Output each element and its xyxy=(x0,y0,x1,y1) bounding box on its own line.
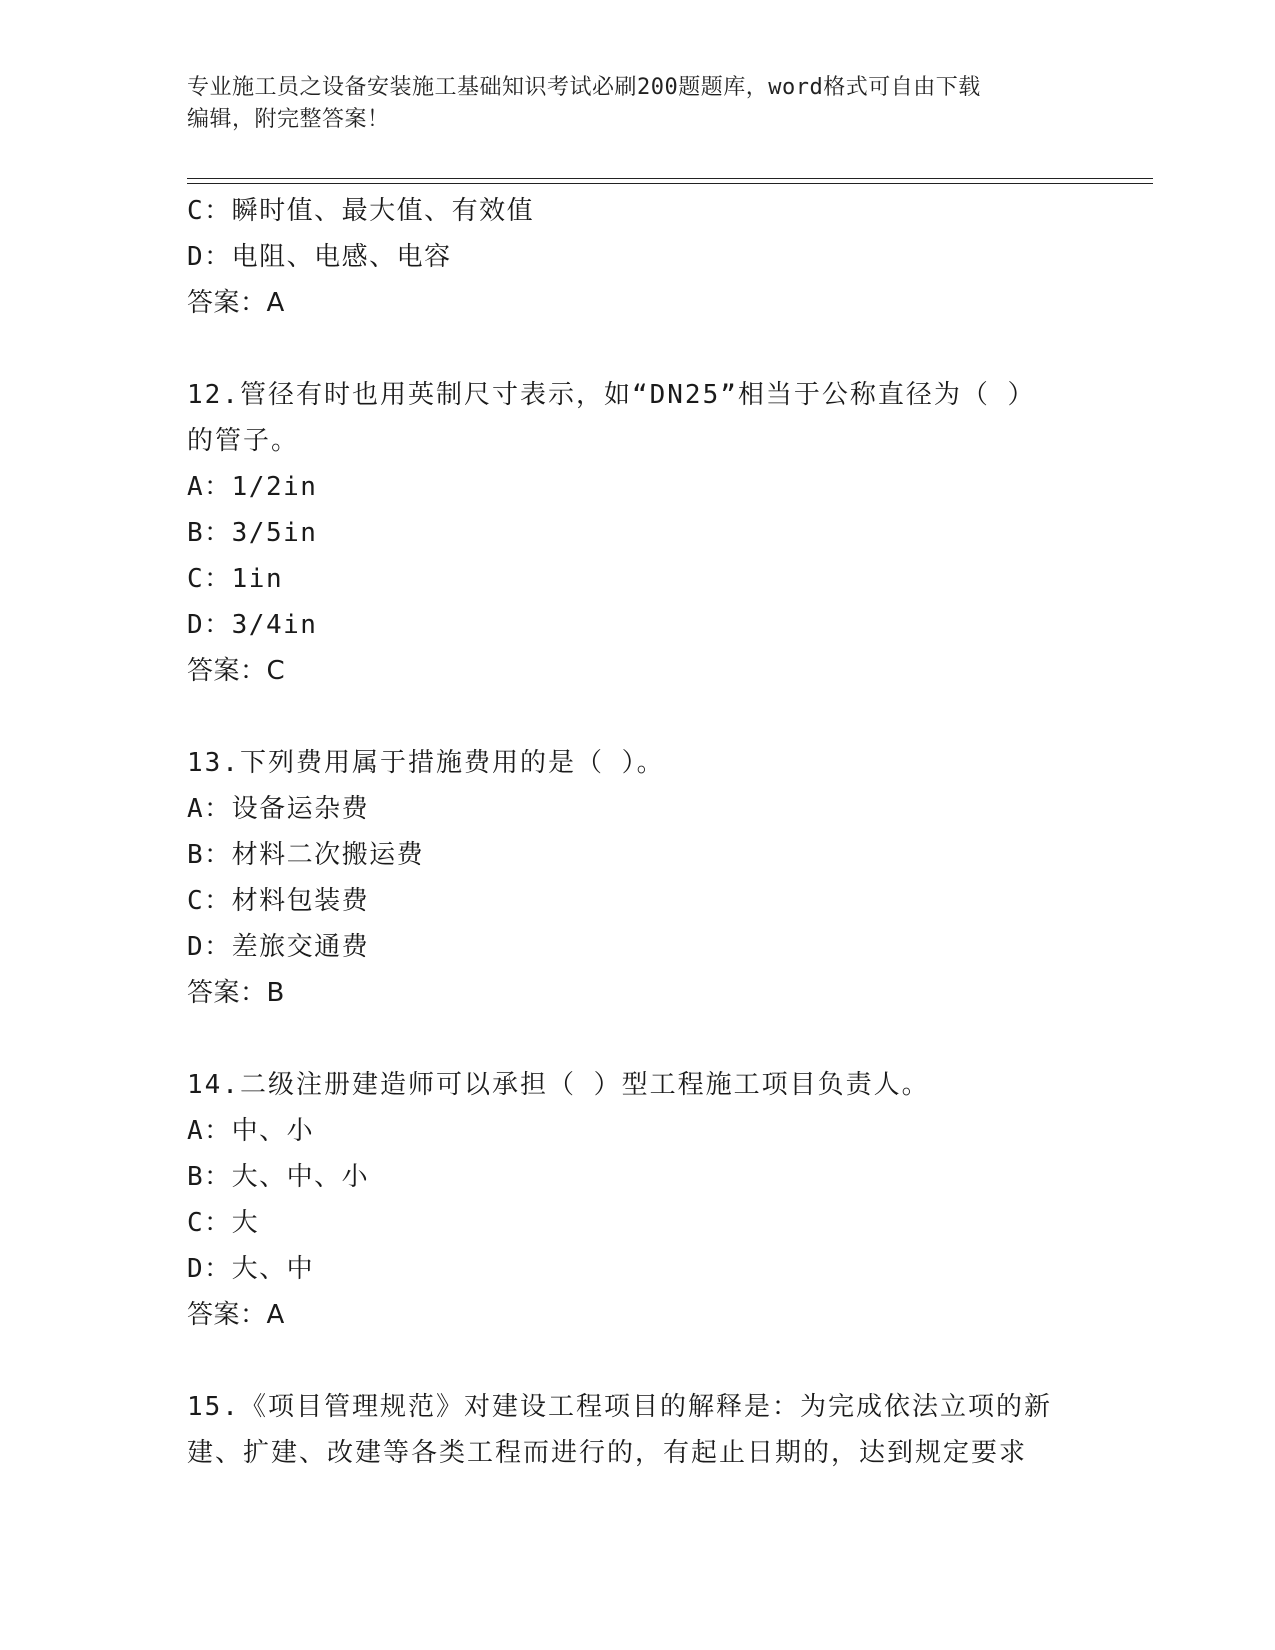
option-d: D：差旅交通费 xyxy=(187,932,370,962)
option-d: D：大、中 xyxy=(187,1254,315,1284)
spacer xyxy=(187,1338,1087,1384)
option-d: D：电阻、电感、电容 xyxy=(187,242,452,272)
question-13 xyxy=(187,740,1087,1016)
document-header xyxy=(187,72,1087,136)
spacer xyxy=(187,326,1087,372)
option-a: A：中、小 xyxy=(187,1116,315,1146)
header-divider-top xyxy=(187,178,1153,179)
header-title-line-1: 专业施工员之设备安装施工基础知识考试必刷200题题库，word格式可自由下载 xyxy=(187,75,981,100)
answer: 答案：A xyxy=(187,1300,285,1330)
option-c: C：大 xyxy=(187,1208,260,1238)
question-stem: 12.管径有时也用英制尺寸表示，如“DN25”相当于公称直径为（ ） xyxy=(187,380,1036,410)
header-title-line-2: 编辑，附完整答案！ xyxy=(187,107,390,132)
question-stem: 14.二级注册建造师可以承担（ ）型工程施工项目负责人。 xyxy=(187,1070,930,1100)
option-b: B：3/5in xyxy=(187,518,318,548)
answer: 答案：B xyxy=(187,978,285,1008)
question-14 xyxy=(187,1062,1087,1338)
question-stem-continued: 的管子。 xyxy=(187,426,300,456)
option-c: C：1in xyxy=(187,564,284,594)
option-b: B：材料二次搬运费 xyxy=(187,840,425,870)
option-d: D：3/4in xyxy=(187,610,318,640)
question-15 xyxy=(187,1384,1087,1476)
question-stem: 13.下列费用属于措施费用的是（ ）。 xyxy=(187,748,665,778)
question-list xyxy=(187,188,1087,1476)
option-c: C：材料包装费 xyxy=(187,886,370,916)
question-11-tail xyxy=(187,188,1087,326)
question-12 xyxy=(187,372,1087,694)
question-stem-continued: 建、扩建、改建等各类工程而进行的，有起止日期的，达到规定要求 xyxy=(187,1438,1028,1468)
option-a: A：1/2in xyxy=(187,472,318,502)
option-b: B：大、中、小 xyxy=(187,1162,370,1192)
spacer xyxy=(187,1016,1087,1062)
option-c: C：瞬时值、最大值、有效值 xyxy=(187,196,535,226)
question-stem: 15.《项目管理规范》对建设工程项目的解释是：为完成依法立项的新 xyxy=(187,1392,1052,1422)
option-a: A：设备运杂费 xyxy=(187,794,370,824)
header-divider-bottom xyxy=(187,183,1153,184)
answer: 答案：C xyxy=(187,656,286,686)
answer: 答案：A xyxy=(187,288,285,318)
spacer xyxy=(187,694,1087,740)
